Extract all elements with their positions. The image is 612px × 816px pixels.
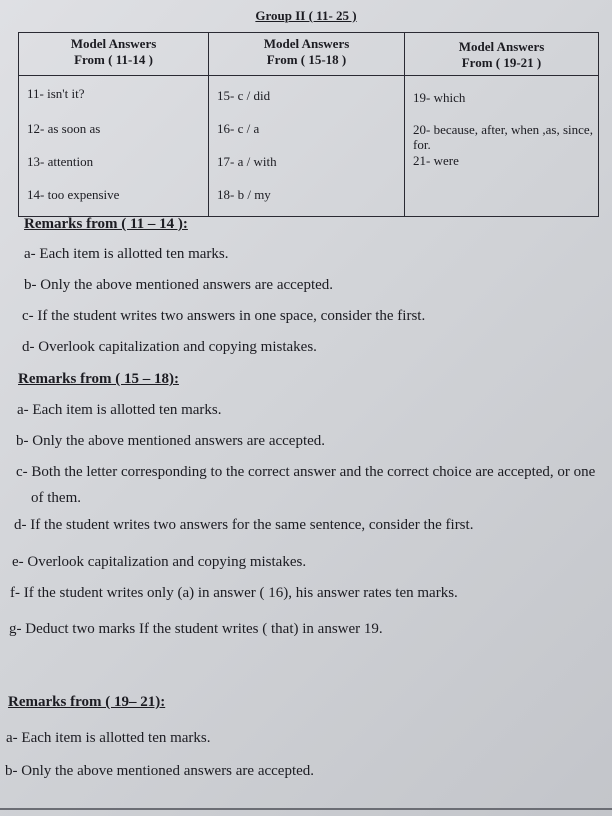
model-answers-table (18, 32, 599, 217)
answer-21: 21- were (413, 153, 459, 168)
remark-19-21-a: a- Each item is allotted ten marks. (6, 730, 211, 746)
header-11-14-line1: Model Answers (70, 36, 157, 51)
answer-19: 19- which (413, 90, 466, 105)
header-15-18-line2: From ( 15-18 ) (266, 52, 347, 67)
header-19-21-line2: From ( 19-21 ) (461, 55, 542, 70)
header-19-21-line1: Model Answers (458, 39, 545, 54)
remarks-15-18-heading: Remarks from ( 15 – 18): (18, 371, 179, 387)
remark-15-18-e: e- Overlook capitalization and copying mistakes. (12, 554, 307, 570)
answer-18: 18- b / my (217, 187, 271, 202)
page-title: Group II ( 11- 25 ) (255, 8, 357, 23)
answers-19-21-cell (405, 76, 599, 217)
header-19-21 (405, 33, 599, 76)
answer-12: 12- as soon as (27, 121, 101, 136)
header-15-18 (209, 33, 405, 76)
answers-15-18-cell (209, 76, 405, 217)
remark-15-18-f: f- If the student writes only (a) in answer ( 16), his answer rates ten marks. (10, 585, 458, 601)
answer-20: 20- because, after, when ,as, since, for. (413, 122, 593, 152)
answer-17: 17- a / with (217, 154, 277, 169)
header-11-14 (19, 33, 209, 76)
remark-19-21-b: b- Only the above mentioned answers are accepted. (5, 763, 315, 779)
remark-11-14-d: d- Overlook capitalization and copying mistakes. (22, 339, 317, 355)
answer-16: 16- c / a (217, 121, 260, 136)
answer-14: 14- too expensive (27, 187, 120, 202)
header-11-14-line2: From ( 11-14 ) (74, 52, 153, 67)
answer-13: 13- attention (27, 154, 94, 169)
header-15-18-line1: Model Answers (263, 36, 350, 51)
table-answers-row (19, 76, 599, 217)
remark-15-18-b: b- Only the above mentioned answers are accepted. (16, 433, 326, 449)
answer-11: 11- isn't it? (27, 86, 85, 101)
table-header-row (19, 33, 599, 76)
remark-11-14-b: b- Only the above mentioned answers are accepted. (24, 277, 334, 293)
remarks-19-21-heading: Remarks from ( 19– 21): (8, 694, 166, 710)
remark-15-18-a: a- Each item is allotted ten marks. (17, 402, 222, 418)
remark-11-14-c: c- If the student writes two answers in one space, consider the first. (22, 308, 426, 324)
bottom-divider (0, 808, 612, 810)
answer-15: 15- c / did (217, 88, 271, 103)
answers-11-14-cell (19, 76, 209, 217)
remark-15-18-g: g- Deduct two marks If the student writes ( that) in answer 19. (9, 621, 383, 637)
remark-15-18-c: c- Both the letter corresponding to the correct answer and the correct choice are accepted, or one of them. (16, 464, 596, 506)
remark-11-14-a: a- Each item is allotted ten marks. (24, 246, 229, 262)
remarks-11-14-heading: Remarks from ( 11 – 14 ): (24, 216, 188, 232)
remark-15-18-d: d- If the student writes two answers for the same sentence, consider the first. (14, 517, 474, 533)
